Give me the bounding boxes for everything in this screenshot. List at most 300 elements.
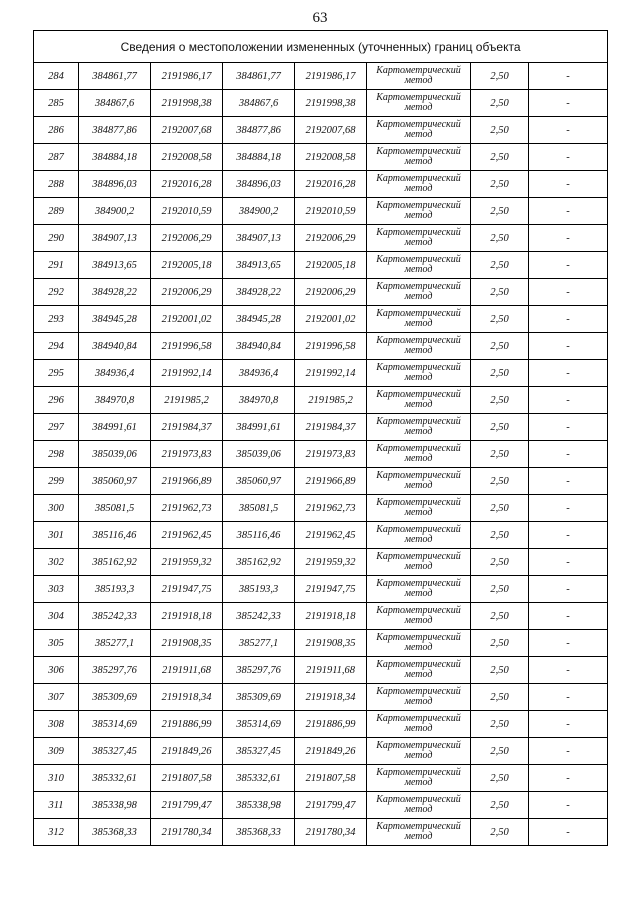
method-line-1: Картометрический — [376, 470, 461, 481]
table-row — [34, 387, 608, 414]
method-line-2: метод — [404, 345, 433, 356]
existing-y-cell: 2191985,2 — [151, 387, 223, 414]
existing-x-cell: 385193,3 — [79, 576, 151, 603]
note-cell: - — [529, 333, 608, 360]
existing-x-cell: 384970,8 — [79, 387, 151, 414]
point-number-cell: 306 — [34, 657, 79, 684]
point-number-cell: 293 — [34, 306, 79, 333]
point-number-cell: 284 — [34, 63, 79, 90]
point-number-cell: 303 — [34, 576, 79, 603]
updated-x-cell: 385162,92 — [223, 549, 295, 576]
updated-x-cell: 385116,46 — [223, 522, 295, 549]
note-cell: - — [529, 765, 608, 792]
method-line-2: метод — [404, 777, 433, 788]
updated-x-cell: 385338,98 — [223, 792, 295, 819]
method-cell — [367, 792, 471, 819]
note-cell: - — [529, 306, 608, 333]
method-line-1: Картометрический — [376, 173, 461, 184]
existing-x-cell: 385338,98 — [79, 792, 151, 819]
table-row — [34, 765, 608, 792]
table-body — [34, 31, 608, 846]
existing-y-cell: 2191918,18 — [151, 603, 223, 630]
method-line-2: метод — [404, 210, 433, 221]
precision-cell: 2,50 — [471, 198, 529, 225]
updated-y-cell: 2192016,28 — [295, 171, 367, 198]
existing-x-cell: 384936,4 — [79, 360, 151, 387]
existing-x-cell: 384991,61 — [79, 414, 151, 441]
method-cell — [367, 171, 471, 198]
method-line-2: метод — [404, 372, 433, 383]
note-cell: - — [529, 252, 608, 279]
method-line-2: метод — [404, 318, 433, 329]
method-line-1: Картометрический — [376, 632, 461, 643]
note-cell: - — [529, 468, 608, 495]
point-number-cell: 299 — [34, 468, 79, 495]
table-row — [34, 495, 608, 522]
existing-y-cell: 2191962,73 — [151, 495, 223, 522]
table-header-row — [34, 31, 608, 63]
table-row — [34, 333, 608, 360]
note-cell: - — [529, 738, 608, 765]
existing-y-cell: 2191807,58 — [151, 765, 223, 792]
existing-y-cell: 2191966,89 — [151, 468, 223, 495]
table-row — [34, 225, 608, 252]
method-line-1: Картометрический — [376, 200, 461, 211]
note-cell: - — [529, 144, 608, 171]
precision-cell: 2,50 — [471, 684, 529, 711]
existing-x-cell: 385332,61 — [79, 765, 151, 792]
updated-x-cell: 384970,8 — [223, 387, 295, 414]
precision-cell: 2,50 — [471, 765, 529, 792]
updated-x-cell: 384884,18 — [223, 144, 295, 171]
updated-y-cell: 2191911,68 — [295, 657, 367, 684]
note-cell: - — [529, 225, 608, 252]
point-number-cell: 288 — [34, 171, 79, 198]
method-line-2: метод — [404, 453, 433, 464]
table-row — [34, 63, 608, 90]
updated-y-cell: 2192007,68 — [295, 117, 367, 144]
updated-y-cell: 2191918,34 — [295, 684, 367, 711]
method-cell — [367, 333, 471, 360]
table-row — [34, 90, 608, 117]
method-line-1: Картометрический — [376, 146, 461, 157]
note-cell: - — [529, 819, 608, 846]
updated-x-cell: 384867,6 — [223, 90, 295, 117]
updated-y-cell: 2191918,18 — [295, 603, 367, 630]
method-line-1: Картометрический — [376, 92, 461, 103]
point-number-cell: 301 — [34, 522, 79, 549]
method-cell — [367, 63, 471, 90]
method-cell — [367, 144, 471, 171]
existing-y-cell: 2192006,29 — [151, 279, 223, 306]
table-header: Сведения о местоположении измененных (уточненных) границ объекта — [34, 31, 608, 63]
method-line-1: Картометрический — [376, 767, 461, 778]
note-cell: - — [529, 387, 608, 414]
method-cell — [367, 819, 471, 846]
existing-x-cell: 385314,69 — [79, 711, 151, 738]
updated-y-cell: 2191849,26 — [295, 738, 367, 765]
method-cell — [367, 279, 471, 306]
updated-x-cell: 385039,06 — [223, 441, 295, 468]
existing-x-cell: 384907,13 — [79, 225, 151, 252]
updated-y-cell: 2191886,99 — [295, 711, 367, 738]
note-cell: - — [529, 171, 608, 198]
method-cell — [367, 117, 471, 144]
existing-y-cell: 2192008,58 — [151, 144, 223, 171]
note-cell: - — [529, 657, 608, 684]
table-row — [34, 522, 608, 549]
note-cell: - — [529, 522, 608, 549]
updated-x-cell: 384907,13 — [223, 225, 295, 252]
method-cell — [367, 738, 471, 765]
note-cell: - — [529, 441, 608, 468]
method-cell — [367, 468, 471, 495]
note-cell: - — [529, 576, 608, 603]
method-line-1: Картометрический — [376, 713, 461, 724]
method-line-2: метод — [404, 615, 433, 626]
method-line-1: Картометрический — [376, 740, 461, 751]
updated-y-cell: 2191992,14 — [295, 360, 367, 387]
existing-y-cell: 2191918,34 — [151, 684, 223, 711]
updated-y-cell: 2191908,35 — [295, 630, 367, 657]
existing-x-cell: 385242,33 — [79, 603, 151, 630]
point-number-cell: 307 — [34, 684, 79, 711]
existing-x-cell: 385060,97 — [79, 468, 151, 495]
method-cell — [367, 603, 471, 630]
method-cell — [367, 684, 471, 711]
precision-cell: 2,50 — [471, 522, 529, 549]
point-number-cell: 312 — [34, 819, 79, 846]
updated-x-cell: 385060,97 — [223, 468, 295, 495]
existing-x-cell: 385162,92 — [79, 549, 151, 576]
updated-x-cell: 384900,2 — [223, 198, 295, 225]
updated-y-cell: 2191780,34 — [295, 819, 367, 846]
existing-y-cell: 2191998,38 — [151, 90, 223, 117]
table-row — [34, 711, 608, 738]
method-line-2: метод — [404, 102, 433, 113]
precision-cell: 2,50 — [471, 333, 529, 360]
updated-x-cell: 385242,33 — [223, 603, 295, 630]
precision-cell: 2,50 — [471, 63, 529, 90]
existing-y-cell: 2191959,32 — [151, 549, 223, 576]
method-line-2: метод — [404, 831, 433, 842]
updated-y-cell: 2191959,32 — [295, 549, 367, 576]
point-number-cell: 308 — [34, 711, 79, 738]
page-number: 63 — [312, 10, 328, 26]
method-line-1: Картометрический — [376, 416, 461, 427]
precision-cell: 2,50 — [471, 414, 529, 441]
table-row — [34, 630, 608, 657]
updated-x-cell: 385081,5 — [223, 495, 295, 522]
precision-cell: 2,50 — [471, 549, 529, 576]
method-line-2: метод — [404, 75, 433, 86]
method-line-2: метод — [404, 264, 433, 275]
method-line-1: Картометрический — [376, 605, 461, 616]
existing-y-cell: 2191996,58 — [151, 333, 223, 360]
existing-x-cell: 384913,65 — [79, 252, 151, 279]
method-line-1: Картометрический — [376, 254, 461, 265]
method-line-1: Картометрический — [376, 362, 461, 373]
existing-y-cell: 2191780,34 — [151, 819, 223, 846]
point-number-cell: 305 — [34, 630, 79, 657]
updated-y-cell: 2191962,45 — [295, 522, 367, 549]
method-cell — [367, 90, 471, 117]
table-row — [34, 171, 608, 198]
method-cell — [367, 576, 471, 603]
existing-x-cell: 385309,69 — [79, 684, 151, 711]
table-row — [34, 252, 608, 279]
method-line-1: Картометрический — [376, 794, 461, 805]
method-cell — [367, 225, 471, 252]
existing-x-cell: 385081,5 — [79, 495, 151, 522]
updated-y-cell: 2192006,29 — [295, 279, 367, 306]
point-number-cell: 297 — [34, 414, 79, 441]
existing-y-cell: 2191962,45 — [151, 522, 223, 549]
method-line-2: метод — [404, 723, 433, 734]
precision-cell: 2,50 — [471, 630, 529, 657]
existing-y-cell: 2191849,26 — [151, 738, 223, 765]
method-line-1: Картометрический — [376, 443, 461, 454]
method-line-1: Картометрический — [376, 821, 461, 832]
method-line-1: Картометрический — [376, 227, 461, 238]
updated-y-cell: 2191973,83 — [295, 441, 367, 468]
point-number-cell: 292 — [34, 279, 79, 306]
point-number-cell: 294 — [34, 333, 79, 360]
note-cell: - — [529, 630, 608, 657]
table-row — [34, 360, 608, 387]
method-line-1: Картометрический — [376, 308, 461, 319]
point-number-cell: 298 — [34, 441, 79, 468]
updated-x-cell: 385277,1 — [223, 630, 295, 657]
table-row — [34, 279, 608, 306]
updated-x-cell: 384991,61 — [223, 414, 295, 441]
updated-x-cell: 384928,22 — [223, 279, 295, 306]
updated-y-cell: 2191984,37 — [295, 414, 367, 441]
method-line-2: метод — [404, 696, 433, 707]
note-cell: - — [529, 90, 608, 117]
method-line-1: Картометрический — [376, 281, 461, 292]
method-line-2: метод — [404, 750, 433, 761]
table-row — [34, 792, 608, 819]
method-cell — [367, 387, 471, 414]
updated-y-cell: 2192005,18 — [295, 252, 367, 279]
existing-x-cell: 385039,06 — [79, 441, 151, 468]
point-number-cell: 296 — [34, 387, 79, 414]
point-number-cell: 311 — [34, 792, 79, 819]
point-number-cell: 310 — [34, 765, 79, 792]
updated-x-cell: 385309,69 — [223, 684, 295, 711]
method-cell — [367, 198, 471, 225]
table-row — [34, 306, 608, 333]
point-number-cell: 302 — [34, 549, 79, 576]
coordinates-table — [33, 30, 608, 846]
precision-cell: 2,50 — [471, 468, 529, 495]
existing-y-cell: 2191908,35 — [151, 630, 223, 657]
method-cell — [367, 441, 471, 468]
method-line-2: метод — [404, 237, 433, 248]
existing-y-cell: 2191973,83 — [151, 441, 223, 468]
method-line-2: метод — [404, 534, 433, 545]
precision-cell: 2,50 — [471, 387, 529, 414]
existing-x-cell: 384900,2 — [79, 198, 151, 225]
precision-cell: 2,50 — [471, 792, 529, 819]
existing-y-cell: 2191986,17 — [151, 63, 223, 90]
existing-y-cell: 2192007,68 — [151, 117, 223, 144]
precision-cell: 2,50 — [471, 495, 529, 522]
existing-y-cell: 2191886,99 — [151, 711, 223, 738]
note-cell: - — [529, 117, 608, 144]
precision-cell: 2,50 — [471, 711, 529, 738]
updated-y-cell: 2191986,17 — [295, 63, 367, 90]
existing-x-cell: 384884,18 — [79, 144, 151, 171]
method-cell — [367, 630, 471, 657]
point-number-cell: 285 — [34, 90, 79, 117]
note-cell: - — [529, 792, 608, 819]
method-cell — [367, 711, 471, 738]
point-number-cell: 286 — [34, 117, 79, 144]
existing-y-cell: 2192005,18 — [151, 252, 223, 279]
table-row — [34, 657, 608, 684]
existing-x-cell: 385297,76 — [79, 657, 151, 684]
method-line-1: Картометрический — [376, 389, 461, 400]
method-line-1: Картометрический — [376, 119, 461, 130]
method-line-2: метод — [404, 507, 433, 518]
table-row — [34, 144, 608, 171]
precision-cell: 2,50 — [471, 441, 529, 468]
table-row — [34, 468, 608, 495]
existing-y-cell: 2191992,14 — [151, 360, 223, 387]
method-line-1: Картометрический — [376, 524, 461, 535]
method-cell — [367, 657, 471, 684]
updated-y-cell: 2192008,58 — [295, 144, 367, 171]
table-row — [34, 603, 608, 630]
updated-x-cell: 385332,61 — [223, 765, 295, 792]
precision-cell: 2,50 — [471, 360, 529, 387]
table-row — [34, 819, 608, 846]
method-cell — [367, 414, 471, 441]
updated-y-cell: 2191799,47 — [295, 792, 367, 819]
existing-y-cell: 2191911,68 — [151, 657, 223, 684]
updated-y-cell: 2192010,59 — [295, 198, 367, 225]
method-line-1: Картометрический — [376, 578, 461, 589]
method-line-1: Картометрический — [376, 65, 461, 76]
table-row — [34, 198, 608, 225]
existing-y-cell: 2191984,37 — [151, 414, 223, 441]
method-line-1: Картометрический — [376, 335, 461, 346]
updated-x-cell: 384940,84 — [223, 333, 295, 360]
method-line-1: Картометрический — [376, 659, 461, 670]
existing-x-cell: 384867,6 — [79, 90, 151, 117]
method-cell — [367, 522, 471, 549]
updated-y-cell: 2191998,38 — [295, 90, 367, 117]
updated-x-cell: 385368,33 — [223, 819, 295, 846]
method-line-2: метод — [404, 183, 433, 194]
precision-cell: 2,50 — [471, 225, 529, 252]
point-number-cell: 290 — [34, 225, 79, 252]
precision-cell: 2,50 — [471, 90, 529, 117]
precision-cell: 2,50 — [471, 306, 529, 333]
updated-x-cell: 385327,45 — [223, 738, 295, 765]
method-line-2: метод — [404, 480, 433, 491]
method-line-2: метод — [404, 804, 433, 815]
method-line-1: Картометрический — [376, 686, 461, 697]
method-cell — [367, 765, 471, 792]
point-number-cell: 289 — [34, 198, 79, 225]
point-number-cell: 304 — [34, 603, 79, 630]
method-line-1: Картометрический — [376, 551, 461, 562]
point-number-cell: 287 — [34, 144, 79, 171]
precision-cell: 2,50 — [471, 117, 529, 144]
method-line-2: метод — [404, 426, 433, 437]
note-cell: - — [529, 198, 608, 225]
updated-y-cell: 2191996,58 — [295, 333, 367, 360]
existing-x-cell: 385277,1 — [79, 630, 151, 657]
existing-y-cell: 2191799,47 — [151, 792, 223, 819]
method-line-2: метод — [404, 156, 433, 167]
table-row — [34, 441, 608, 468]
existing-x-cell: 384945,28 — [79, 306, 151, 333]
method-line-2: метод — [404, 642, 433, 653]
precision-cell: 2,50 — [471, 819, 529, 846]
note-cell: - — [529, 684, 608, 711]
updated-x-cell: 384861,77 — [223, 63, 295, 90]
existing-y-cell: 2192006,29 — [151, 225, 223, 252]
updated-y-cell: 2191962,73 — [295, 495, 367, 522]
point-number-cell: 309 — [34, 738, 79, 765]
point-number-cell: 300 — [34, 495, 79, 522]
precision-cell: 2,50 — [471, 279, 529, 306]
note-cell: - — [529, 603, 608, 630]
method-line-2: метод — [404, 399, 433, 410]
updated-y-cell: 2191807,58 — [295, 765, 367, 792]
method-line-2: метод — [404, 291, 433, 302]
existing-x-cell: 385116,46 — [79, 522, 151, 549]
precision-cell: 2,50 — [471, 252, 529, 279]
note-cell: - — [529, 360, 608, 387]
note-cell: - — [529, 549, 608, 576]
updated-x-cell: 385297,76 — [223, 657, 295, 684]
note-cell: - — [529, 279, 608, 306]
note-cell: - — [529, 414, 608, 441]
method-line-2: метод — [404, 669, 433, 680]
updated-y-cell: 2192006,29 — [295, 225, 367, 252]
existing-x-cell: 384896,03 — [79, 171, 151, 198]
method-cell — [367, 306, 471, 333]
updated-x-cell: 384945,28 — [223, 306, 295, 333]
precision-cell: 2,50 — [471, 576, 529, 603]
precision-cell: 2,50 — [471, 603, 529, 630]
existing-x-cell: 384861,77 — [79, 63, 151, 90]
method-line-2: метод — [404, 561, 433, 572]
method-cell — [367, 360, 471, 387]
existing-y-cell: 2192010,59 — [151, 198, 223, 225]
point-number-cell: 291 — [34, 252, 79, 279]
existing-y-cell: 2192001,02 — [151, 306, 223, 333]
updated-x-cell: 385314,69 — [223, 711, 295, 738]
note-cell: - — [529, 711, 608, 738]
existing-x-cell: 384877,86 — [79, 117, 151, 144]
table-row — [34, 576, 608, 603]
updated-y-cell: 2191947,75 — [295, 576, 367, 603]
table-row — [34, 549, 608, 576]
precision-cell: 2,50 — [471, 657, 529, 684]
existing-y-cell: 2192016,28 — [151, 171, 223, 198]
existing-y-cell: 2191947,75 — [151, 576, 223, 603]
table-row — [34, 117, 608, 144]
table-row — [34, 414, 608, 441]
method-cell — [367, 495, 471, 522]
point-number-cell: 295 — [34, 360, 79, 387]
